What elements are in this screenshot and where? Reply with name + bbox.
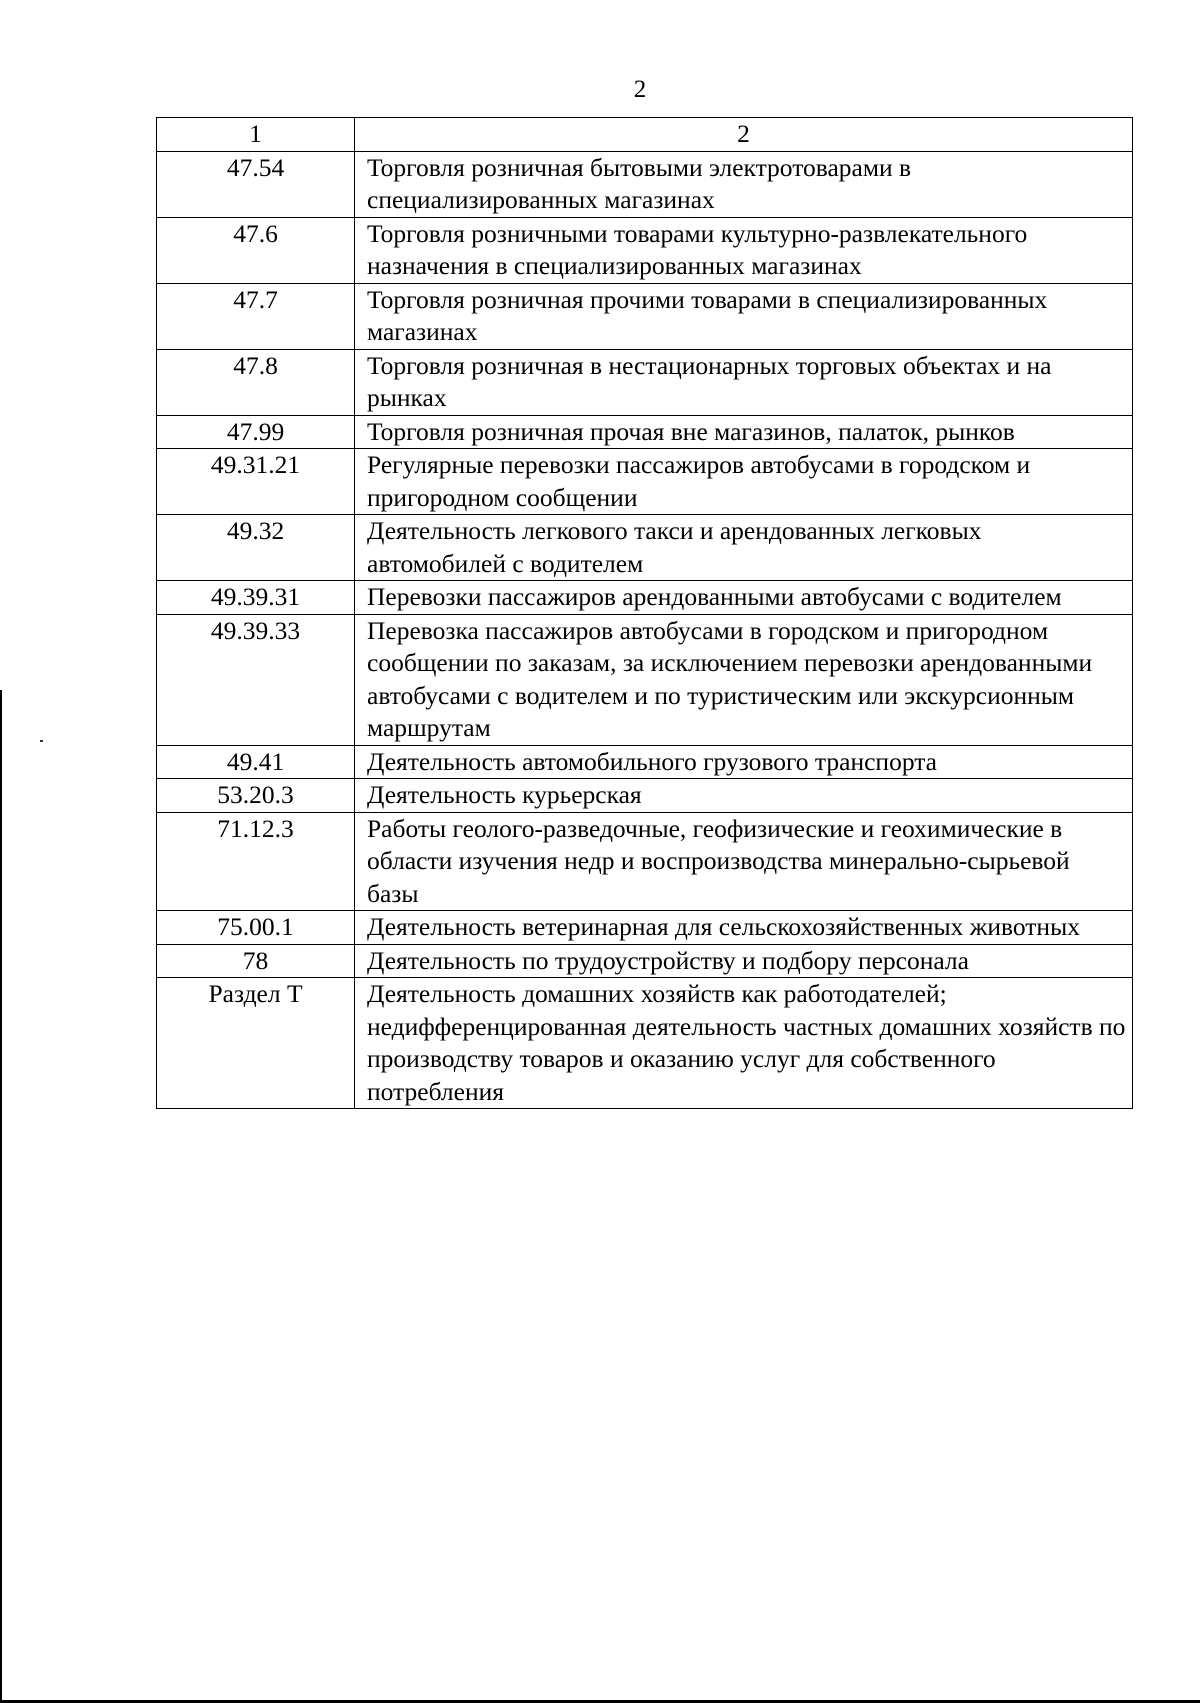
activity-codes-table xyxy=(156,117,1133,1109)
activity-description-cell: Торговля розничная прочая вне магазинов, палаток, рынков xyxy=(355,415,1133,449)
activity-code-cell: 49.41 xyxy=(157,745,355,779)
table-row xyxy=(157,515,1133,581)
table-header-row xyxy=(157,118,1133,152)
scan-speck xyxy=(40,740,43,742)
table-row xyxy=(157,449,1133,515)
activity-code-cell: 47.8 xyxy=(157,349,355,415)
table-row xyxy=(157,944,1133,978)
table-row xyxy=(157,283,1133,349)
activity-code-cell: 49.31.21 xyxy=(157,449,355,515)
scan-edge-line xyxy=(0,690,2,1703)
column-header-description: 2 xyxy=(355,118,1133,152)
activity-description-cell: Деятельность ветеринарная для сельскохозяйственных животных xyxy=(355,911,1133,945)
activity-code-cell: 47.54 xyxy=(157,151,355,217)
activity-description-cell: Регулярные перевозки пассажиров автобусами в городском и пригородном сообщении xyxy=(355,449,1133,515)
table-row xyxy=(157,745,1133,779)
activity-description-cell: Деятельность домашних хозяйств как работодателей; недифференцированная деятельность частных домашних хозяйств по производству товаров и оказанию услуг для собственного потребления xyxy=(355,978,1133,1109)
table-row xyxy=(157,978,1133,1109)
activity-description-cell: Торговля розничная прочими товарами в специализированных магазинах xyxy=(355,283,1133,349)
table-row xyxy=(157,415,1133,449)
column-header-code: 1 xyxy=(157,118,355,152)
activity-description-cell: Деятельность легкового такси и арендованных легковых автомобилей с водителем xyxy=(355,515,1133,581)
activity-code-cell: 49.39.31 xyxy=(157,581,355,615)
table-row xyxy=(157,151,1133,217)
table-row xyxy=(157,217,1133,283)
table-row xyxy=(157,614,1133,745)
activity-code-cell: 49.39.33 xyxy=(157,614,355,745)
activity-code-cell: 47.7 xyxy=(157,283,355,349)
activity-code-cell: Раздел T xyxy=(157,978,355,1109)
activity-code-cell: 49.32 xyxy=(157,515,355,581)
activity-code-cell: 47.99 xyxy=(157,415,355,449)
activity-code-cell: 47.6 xyxy=(157,217,355,283)
page-number: 2 xyxy=(633,76,647,103)
activity-code-cell: 75.00.1 xyxy=(157,911,355,945)
activity-description-cell: Торговля розничная в нестационарных торговых объектах и на рынках xyxy=(355,349,1133,415)
table-row xyxy=(157,779,1133,813)
activity-code-cell: 71.12.3 xyxy=(157,812,355,911)
table-row xyxy=(157,812,1133,911)
activity-description-cell: Торговля розничными товарами культурно-развлекательного назначения в специализированных магазинах xyxy=(355,217,1133,283)
activity-description-cell: Перевозки пассажиров арендованными автобусами с водителем xyxy=(355,581,1133,615)
activity-code-cell: 53.20.3 xyxy=(157,779,355,813)
table-row xyxy=(157,349,1133,415)
activity-code-cell: 78 xyxy=(157,944,355,978)
activity-description-cell: Деятельность по трудоустройству и подбору персонала xyxy=(355,944,1133,978)
activity-description-cell: Деятельность автомобильного грузового транспорта xyxy=(355,745,1133,779)
table-row xyxy=(157,911,1133,945)
activity-description-cell: Деятельность курьерская xyxy=(355,779,1133,813)
activity-description-cell: Перевозка пассажиров автобусами в городском и пригородном сообщении по заказам, за исключением перевозки арендованными автобусами с водителем и по туристическим или экскурсионным маршрутам xyxy=(355,614,1133,745)
activity-description-cell: Торговля розничная бытовыми электротоварами в специализированных магазинах xyxy=(355,151,1133,217)
table-row xyxy=(157,581,1133,615)
activity-description-cell: Работы геолого-разведочные, геофизические и геохимические в области изучения недр и воспроизводства минерально-сырьевой базы xyxy=(355,812,1133,911)
